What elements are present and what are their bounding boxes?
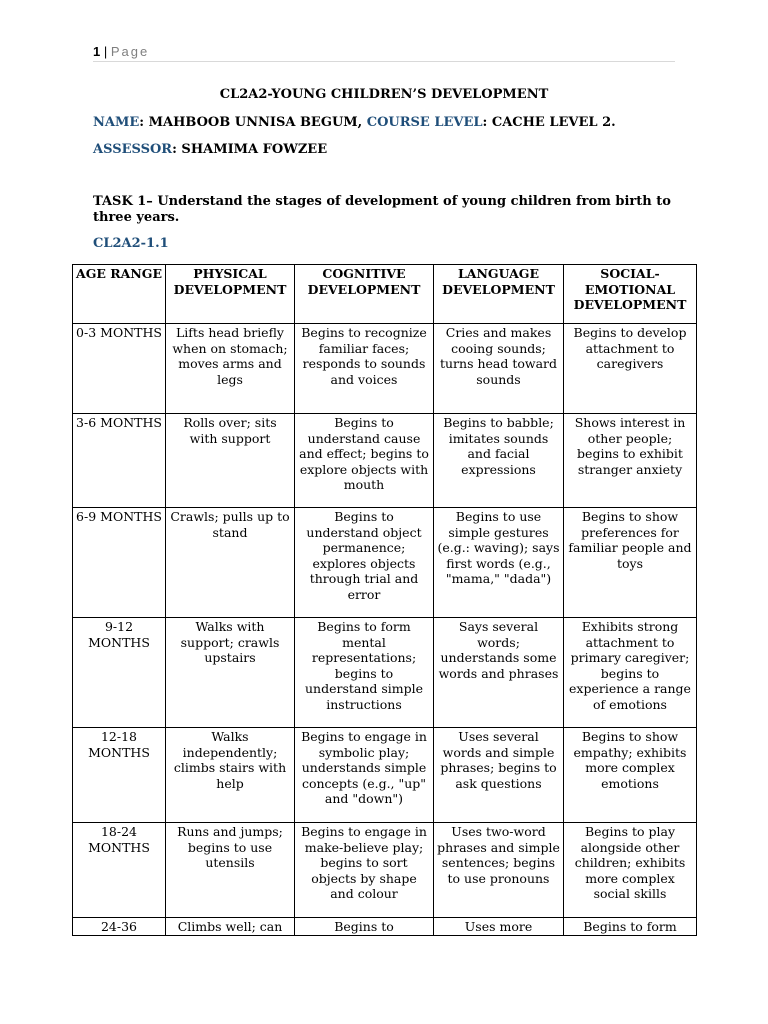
cell-age: 0-3 MONTHS bbox=[73, 324, 166, 414]
page-separator: | bbox=[100, 44, 111, 59]
table-row bbox=[73, 324, 697, 414]
table-row bbox=[73, 728, 697, 823]
table-row bbox=[73, 918, 697, 936]
assessor-value: : SHAMIMA FOWZEE bbox=[172, 142, 328, 157]
cell-cognitive: Begins to engage in symbolic play; understands simple concepts (e.g., "up" and "down") bbox=[295, 728, 434, 823]
cell-physical: Climbs well; can bbox=[166, 918, 295, 936]
cell-physical: Walks independently; climbs stairs with help bbox=[166, 728, 295, 823]
course-level-label: COURSE LEVEL bbox=[366, 115, 483, 130]
cell-age: 24-36 bbox=[73, 918, 166, 936]
cell-social: Begins to show preferences for familiar people and toys bbox=[564, 508, 697, 618]
cell-language: Begins to babble; imitates sounds and facial expressions bbox=[434, 414, 564, 508]
cell-social: Begins to form bbox=[564, 918, 697, 936]
assessor-label: ASSESSOR bbox=[93, 142, 173, 157]
table-row bbox=[73, 618, 697, 728]
header-divider bbox=[93, 61, 675, 62]
cell-language: Uses more bbox=[434, 918, 564, 936]
cell-age: 12-18 MONTHS bbox=[73, 728, 166, 823]
name-line bbox=[93, 115, 616, 130]
cell-physical: Runs and jumps; begins to use utensils bbox=[166, 823, 295, 918]
cell-social: Begins to show empathy; exhibits more complex emotions bbox=[564, 728, 697, 823]
header-physical: PHYSICAL DEVELOPMENT bbox=[166, 265, 295, 324]
cell-language: Cries and makes cooing sounds; turns head toward sounds bbox=[434, 324, 564, 414]
cell-social: Exhibits strong attachment to primary caregiver; begins to experience a range of emotions bbox=[564, 618, 697, 728]
page-header bbox=[93, 44, 675, 59]
page-word: Page bbox=[110, 44, 150, 59]
cell-physical: Crawls; pulls up to stand bbox=[166, 508, 295, 618]
course-level-value: : CACHE LEVEL 2. bbox=[482, 115, 616, 130]
cell-physical: Rolls over; sits with support bbox=[166, 414, 295, 508]
cell-social: Begins to develop attachment to caregivers bbox=[564, 324, 697, 414]
header-age-range: AGE RANGE bbox=[73, 265, 166, 324]
cell-cognitive: Begins to recognize familiar faces; responds to sounds and voices bbox=[295, 324, 434, 414]
task-heading: TASK 1– Understand the stages of development of young children from birth to three years. bbox=[93, 194, 671, 225]
cell-physical: Lifts head briefly when on stomach; moves arms and legs bbox=[166, 324, 295, 414]
cell-cognitive: Begins to understand cause and effect; begins to explore objects with mouth bbox=[295, 414, 434, 508]
document-title: CL2A2-YOUNG CHILDREN’S DEVELOPMENT bbox=[219, 87, 549, 102]
header-social-emotional: SOCIAL-EMOTIONAL DEVELOPMENT bbox=[564, 265, 697, 324]
cell-language: Begins to use simple gestures (e.g.: waving); says first words (e.g., "mama," "dada") bbox=[434, 508, 564, 618]
table-row bbox=[73, 414, 697, 508]
name-label: NAME bbox=[93, 115, 140, 130]
cell-age: 18-24 MONTHS bbox=[73, 823, 166, 918]
cell-age: 6-9 MONTHS bbox=[73, 508, 166, 618]
table-header-row bbox=[73, 265, 697, 324]
table-row bbox=[73, 508, 697, 618]
section-subheading: CL2A2-1.1 bbox=[93, 236, 169, 251]
cell-social: Begins to play alongside other children; exhibits more complex social skills bbox=[564, 823, 697, 918]
table-row bbox=[73, 823, 697, 918]
assessor-line bbox=[93, 142, 327, 157]
name-value: : MAHBOOB UNNISA BEGUM, bbox=[139, 115, 367, 130]
cell-age: 9-12 MONTHS bbox=[73, 618, 166, 728]
cell-language: Uses several words and simple phrases; begins to ask questions bbox=[434, 728, 564, 823]
header-language: LANGUAGE DEVELOPMENT bbox=[434, 265, 564, 324]
cell-physical: Walks with support; crawls upstairs bbox=[166, 618, 295, 728]
cell-age: 3-6 MONTHS bbox=[73, 414, 166, 508]
cell-language: Uses two-word phrases and simple sentences; begins to use pronouns bbox=[434, 823, 564, 918]
cell-cognitive: Begins to understand object permanence; explores objects through trial and error bbox=[295, 508, 434, 618]
cell-cognitive: Begins to bbox=[295, 918, 434, 936]
cell-language: Says several words; understands some words and phrases bbox=[434, 618, 564, 728]
cell-social: Shows interest in other people; begins to exhibit stranger anxiety bbox=[564, 414, 697, 508]
cell-cognitive: Begins to engage in make-believe play; begins to sort objects by shape and colour bbox=[295, 823, 434, 918]
page-number: 1 bbox=[93, 44, 101, 59]
cell-cognitive: Begins to form mental representations; begins to understand simple instructions bbox=[295, 618, 434, 728]
development-table bbox=[72, 264, 697, 936]
header-cognitive: COGNITIVE DEVELOPMENT bbox=[295, 265, 434, 324]
